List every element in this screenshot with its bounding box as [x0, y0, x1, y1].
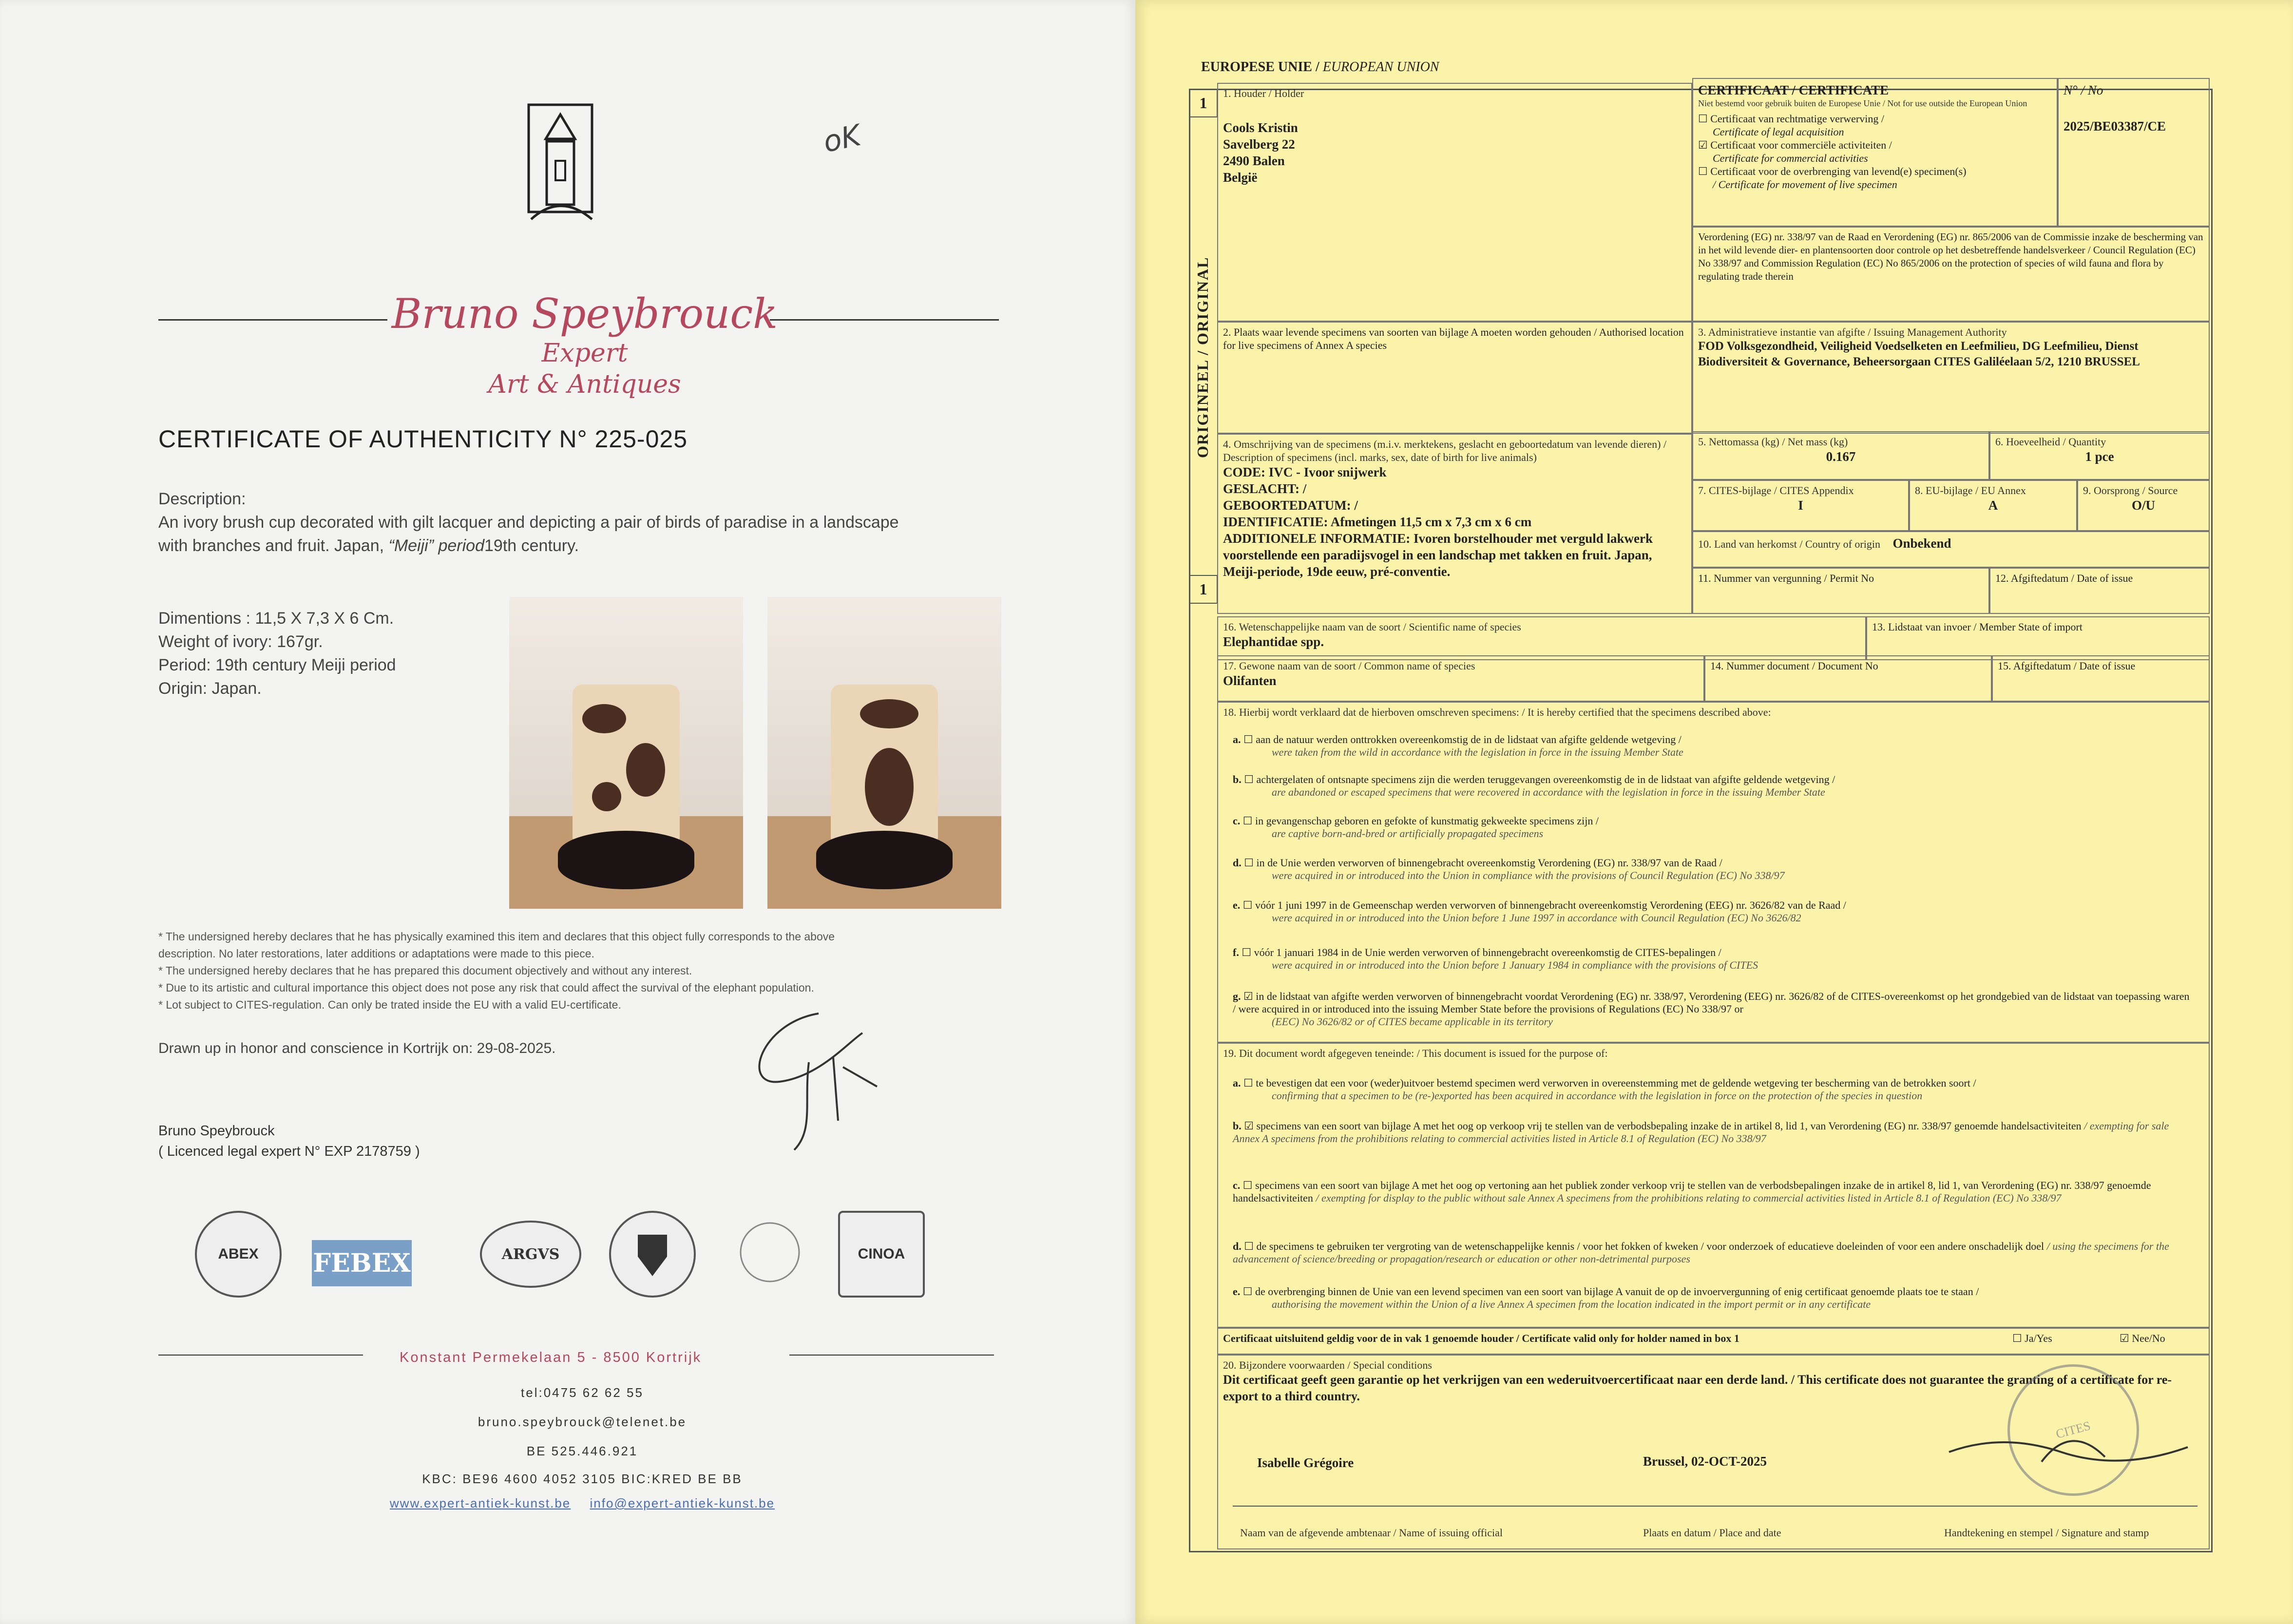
box-6-quantity: 6. Hoeveelheid / Quantity 1 pce	[1989, 431, 2210, 480]
issuing-official-name: Isabelle Grégoire	[1257, 1455, 1354, 1470]
signature-line	[1233, 1506, 2197, 1507]
eu-header: EUROPESE UNIE / EUROPEAN UNION	[1201, 59, 1439, 75]
declarations: * The undersigned hereby declares that he has physically examined this item and declares that this object fully corresponds to the above description. No later restorations, later additions or adaptations were made to this piece. * The undersigned hereby declares that he has prepared this document objectively and without any interest. * Due to its artistic and cultural importance this object does not pose any risk that could affect the survival of the elephant population. * Lot subject to CITES-regulation. Can only be trated inside the EU with a valid EU-certificate.	[158, 930, 835, 1011]
box-16-scientific-name: 16. Wetenschappelijke naam van de soort / Scientific name of species Elephantidae spp.	[1217, 616, 1866, 660]
origin: Origin: Japan.	[158, 679, 262, 698]
box18-item-d: d. ☐ in de Unie werden verworven of binnengebracht overeenkomstig Verordening (EG) nr. 338/97 van de Raad / were acquired in or introduced into the Union in compliance with the provisions of Council Regulation (EC) No 338/97	[1233, 857, 1785, 881]
box-20-special-conditions: 20. Bijzondere voorwaarden / Special conditions Dit certificaat geeft geen garantie op het verkrijgen van een wederuitvoercertificaat naar een derde land. / This certificate does not guarantee the granting of a certificate for re-export to a third country.	[1217, 1355, 2210, 1549]
box-17-common-name: 17. Gewone naam van de soort / Common name of species Olifanten	[1217, 655, 1704, 702]
box18-item-e: e. ☐ vóór 1 juni 1997 in de Gemeenschap werden verworven of binnengebracht overeenkomstig Verordening (EEG) nr. 3626/82 van de Raad / were acquired in or introduced into the Union before 1 June 1997 in accordance with Council Regulation (EC) No 3626/82	[1233, 899, 1846, 924]
footer-official-label: Naam van de afgevende ambtenaar / Name of issuing official	[1240, 1527, 1503, 1539]
cert-option: ☐ Certificaat van rechtmatige verwerving / Certificate of legal acquisition	[1698, 113, 1884, 138]
box-number: 1	[1189, 89, 1218, 117]
official-signature-icon	[1944, 1413, 2197, 1484]
email-link[interactable]: info@expert-antiek-kunst.be	[590, 1496, 775, 1510]
cert-option: ☐ Certificaat voor de overbrenging van levend(e) specimen(s) / Certificate for movement of live specimen	[1698, 165, 1967, 191]
footer-signature-label: Handtekening en stempel / Signature and stamp	[1944, 1527, 2149, 1539]
brand-field: Art & Antiques	[488, 370, 681, 399]
box19-item-a: a. ☐ te bevestigen dat een voor (weder)uitvoer bestemd specimen werd verworven in overeenstemming met de geldende wetgeving ter bescherming van de betrokken soort / confirming that a specimen to be (re-)exported has been acquired in accordance with the legislation in force on the protection of the species in question	[1233, 1077, 1976, 1102]
dimensions: Dimentions : 11,5 X 7,3 X 6 Cm.	[158, 609, 394, 628]
argvs-badge-icon: ARGVS	[480, 1221, 581, 1288]
brand-name: Bruno Speybrouck	[391, 290, 778, 338]
description-label: Description:	[158, 490, 246, 508]
febex-badge-icon: FEBEX	[312, 1240, 412, 1286]
object-photo-front	[509, 597, 743, 909]
box-15-date-of-issue: 15. Afgiftedatum / Date of issue	[1992, 655, 2210, 702]
box-10-country-of-origin: 10. Land van herkomst / Country of origin Onbekend	[1692, 531, 2210, 568]
box18-item-a: a. ☐ aan de natuur werden onttrokken overeenkomstig de in de lidstaat van afgifte geldende wetgeving / were taken from the wild in accordance with the legislation in force in the issuing Member State	[1233, 733, 1683, 758]
divider	[158, 1355, 363, 1356]
box18-item-b: b. ☐ achtergelaten of ontsnapte specimens zijn die werden teruggevangen overeenkomstig de in de lidstaat van afgifte geldende wetgeving / are abandoned or escaped specimens that were recovered in accordance with the legislation in force in the issuing Member State	[1233, 773, 1835, 798]
weight: Weight of ivory: 167gr.	[158, 632, 323, 651]
brand-block	[341, 290, 828, 400]
bank-details: KBC: BE96 4600 4052 3105 BIC:KRED BE BB	[422, 1471, 743, 1486]
shield-badge-icon	[609, 1211, 696, 1298]
signature-icon	[741, 1004, 887, 1162]
regulation-text: Verordening (EG) nr. 338/97 van de Raad en Verordening (EG) nr. 865/2006 van de Commissie inzake de bescherming van in het wild levende dier- en plantensoorten door controle op het desbetreffende handelsverkeer / Council Regulation (EC) No 338/97 and Commission Regulation (EC) No 865/2006 on the protection of species of wild fauna and flora by regulating trade therein	[1692, 227, 2210, 322]
box-certificate-type: CERTIFICAAT / CERTIFICATE Niet bestemd voor gebruik buiten de Europese Unie / Not for use outside the European Union ☐ Certificaat van rechtmatige verwerving / Certificate of legal acquisition ☑ Certificaat voor commerciële activiteiten / Certificate for commercial activities ☐ Certificaat voor de overbrenging van levend(e) specimen(s) / Certificate for movement of live specimen	[1692, 78, 2058, 227]
signer-block: Bruno Speybrouck ( Licenced legal expert N° EXP 2178759 )	[158, 1123, 420, 1159]
footer-place-label: Plaats en datum / Place and date	[1643, 1527, 1781, 1539]
box-5-net-mass: 5. Nettomassa (kg) / Net mass (kg) 0.167	[1692, 431, 1989, 480]
abex-badge-icon: ABEX	[195, 1211, 282, 1298]
period: Period: 19th century Meiji period	[158, 656, 396, 674]
expert-badge-icon	[728, 1211, 811, 1294]
vat-number: BE 525.446.921	[526, 1444, 638, 1458]
validity-row: Certificaat uitsluitend geldig voor de in vak 1 genoemde houder / Certificate valid only for holder named in box 1 ☐ Ja/Yes ☑ Nee/No	[1217, 1328, 2210, 1355]
box19-item-b: b. ☑ specimens van een soort van bijlage A met het oog op verkoop vrij te stellen van de verbodsbepaling inzake de in artikel 8, lid 1, van Verordening (EG) nr. 338/97 genoemde handelsactiviteiten / exempting for sale Annex A specimens from the prohibitions relating to commercial activities listed in Article 8.1 of Regulation (EC) No 338/97	[1233, 1120, 2169, 1145]
box-11-permit-no: 11. Nummer van vergunning / Permit No	[1692, 568, 1989, 614]
box-certificate-number: N° / No 2025/BE03387/CE	[2058, 78, 2210, 227]
expert-certificate-page	[0, 0, 1135, 1624]
box-4-description: 4. Omschrijving van de specimens (m.i.v. merktekens, geslacht en geboortedatum van levende dieren) / Description of specimens (incl. marks, sex, date of birth for live animals) CODE: IVC - Ivoor snijwerk GESLACHT: / GEBOORTEDATUM: / IDENTIFICATIE: Afmetingen 11,5 cm x 7,3 cm x 6 cm ADDITIONELE INFORMATIE: Ivoren borstelhouder met verguld lakwerk voorstellende een paradijsvogel in een landschap met takken en fruit. Japan, Meiji-periode, 19de eeuw, pré-conventie.	[1217, 434, 1692, 614]
box-12-date-of-issue: 12. Afgiftedatum / Date of issue	[1989, 568, 2210, 614]
box-18-certification: 18. Hierbij wordt verklaard dat de hierboven omschreven specimens: / It is hereby certified that the specimens described above:	[1217, 702, 2210, 1043]
box-holder: 1. Houder / Holder Cools Kristin Savelberg 22 2490 Balen België	[1217, 83, 1692, 322]
ja-checkbox[interactable]: ☐ Ja/Yes	[2012, 1332, 2052, 1344]
object-photo-side	[767, 597, 1001, 909]
box18-item-f: f. ☐ vóór 1 januari 1984 in de Unie werden verworven of binnengebracht overeenkomstig de CITES-bepalingen / were acquired in or introduced into the Union before 1 January 1984 in compliance with the provisions of CITES	[1233, 946, 1758, 971]
cert-option: ☑ Certificaat voor commerciële activiteiten / Certificate for commercial activities	[1698, 139, 1892, 164]
divider	[789, 1355, 994, 1356]
box-8-eu-annex: 8. EU-bijlage / EU Annex A	[1909, 480, 2077, 531]
drawn-up-statement: Drawn up in honor and conscience in Kortrijk on: 29-08-2025.	[158, 1040, 556, 1056]
box-number: 1	[1189, 575, 1218, 604]
certificate-title: CERTIFICATE OF AUTHENTICITY N° 225-025	[158, 425, 688, 453]
cinoa-badge-icon: CINOA	[838, 1211, 925, 1298]
castle-logo-icon	[526, 102, 633, 234]
box-3-authority: 3. Administratieve instantie van afgifte / Issuing Management Authority FOD Volksgezondheid, Veiligheid Voedselketen en Leefmilieu, DG Leefmilieu, Dienst Biodiversiteit & Governance, Beheersorgaan CITES Galiléelaan 5/2, 1210 BRUSSEL	[1692, 322, 2210, 434]
box-2-location: 2. Plaats waar levende specimens van soorten van bijlage A moeten worden gehouden / Authorised location for live specimens of Annex A species	[1217, 322, 1692, 434]
box-9-source: 9. Oorsprong / Source O/U	[2077, 480, 2210, 531]
box19-item-e: e. ☐ de overbrenging binnen de Unie van een levend specimen van een soort van bijlage A vanuit de op de invoervergunning of enig certificaat genoemde plaats toe te staan / authorising the movement within the Union of a live Annex A specimen from the location indicated in the import permit or in any certificate	[1233, 1285, 1979, 1310]
box-7-cites-appendix: 7. CITES-bijlage / CITES Appendix I	[1692, 480, 1909, 531]
official-stamp-icon: CITES	[1993, 1350, 2154, 1511]
box-19-purpose: 19. Dit document wordt afgegeven teneinde: / This document is issued for the purpose of:	[1217, 1043, 2210, 1328]
box19-item-d: d. ☐ de specimens te gebruiken ter vergroting van de wetenschappelijke kennis / voor het fokken of kweken / voor onderzoek of educatieve doeleinden of voor een andere onschadelijk doel / using the specimens for the advancement of science/breeding or propagation/research or education or other non-detrimental purposes	[1233, 1240, 2169, 1265]
website-link[interactable]: www.expert-antiek-kunst.be	[389, 1496, 571, 1510]
box-14-document-no: 14. Nummer document / Document No	[1704, 655, 1992, 702]
original-label: ORIGINEEL / ORIGINAL	[1194, 256, 1211, 458]
box18-item-g: g. ☑ in de lidstaat van afgifte werden verworven of binnengebracht voordat Verordening (EG) nr. 338/97, Verordening (EEG) nr. 3626/82 of de CITES-overeenkomst op het grondgebied van de lidstaat van toepassing waren / were acquired in or introduced into the issuing Member State before the provisions of Regulations (EC) No 338/97 or (EEC) No 3626/82 or of CITES became applicable in its territory	[1233, 990, 2190, 1028]
handwritten-note: oK	[820, 118, 864, 160]
brand-role: Expert	[541, 339, 628, 368]
address: Konstant Permekelaan 5 - 8500 Kortrijk	[400, 1350, 702, 1365]
description-line: with branches and fruit. Japan, “Meiji” period19th century.	[158, 536, 579, 555]
box18-item-c: c. ☐ in gevangenschap geboren en gefokte of kunstmatig gekweekte specimens zijn / are captive born-and-bred or artificially propagated specimens	[1233, 815, 1599, 840]
email: bruno.speybrouck@telenet.be	[478, 1414, 687, 1429]
box-13-member-state: 13. Lidstaat van invoer / Member State of import	[1866, 616, 2210, 660]
nee-checkbox[interactable]: ☑ Nee/No	[2120, 1332, 2165, 1344]
box19-item-c: c. ☐ specimens van een soort van bijlage A met het oog op vertoning aan het publiek zonder verkoop vrij te stellen van de verbodsbepalingen inzake de in artikel 8, lid 1, van Verordening (EG) nr. 338/97 genoemde handelsactiviteiten / exempting for display to the public without sale Annex A specimens from the prohibitions relating to commercial activities listed in Article 8.1 of Regulation (EC) No 338/97	[1233, 1179, 2151, 1204]
links	[351, 1496, 814, 1511]
place-and-date: Brussel, 02-OCT-2025	[1643, 1454, 1767, 1469]
description-line: An ivory brush cup decorated with gilt lacquer and depicting a pair of birds of paradise in a landscape	[158, 513, 899, 532]
phone: tel:0475 62 62 55	[521, 1385, 644, 1400]
